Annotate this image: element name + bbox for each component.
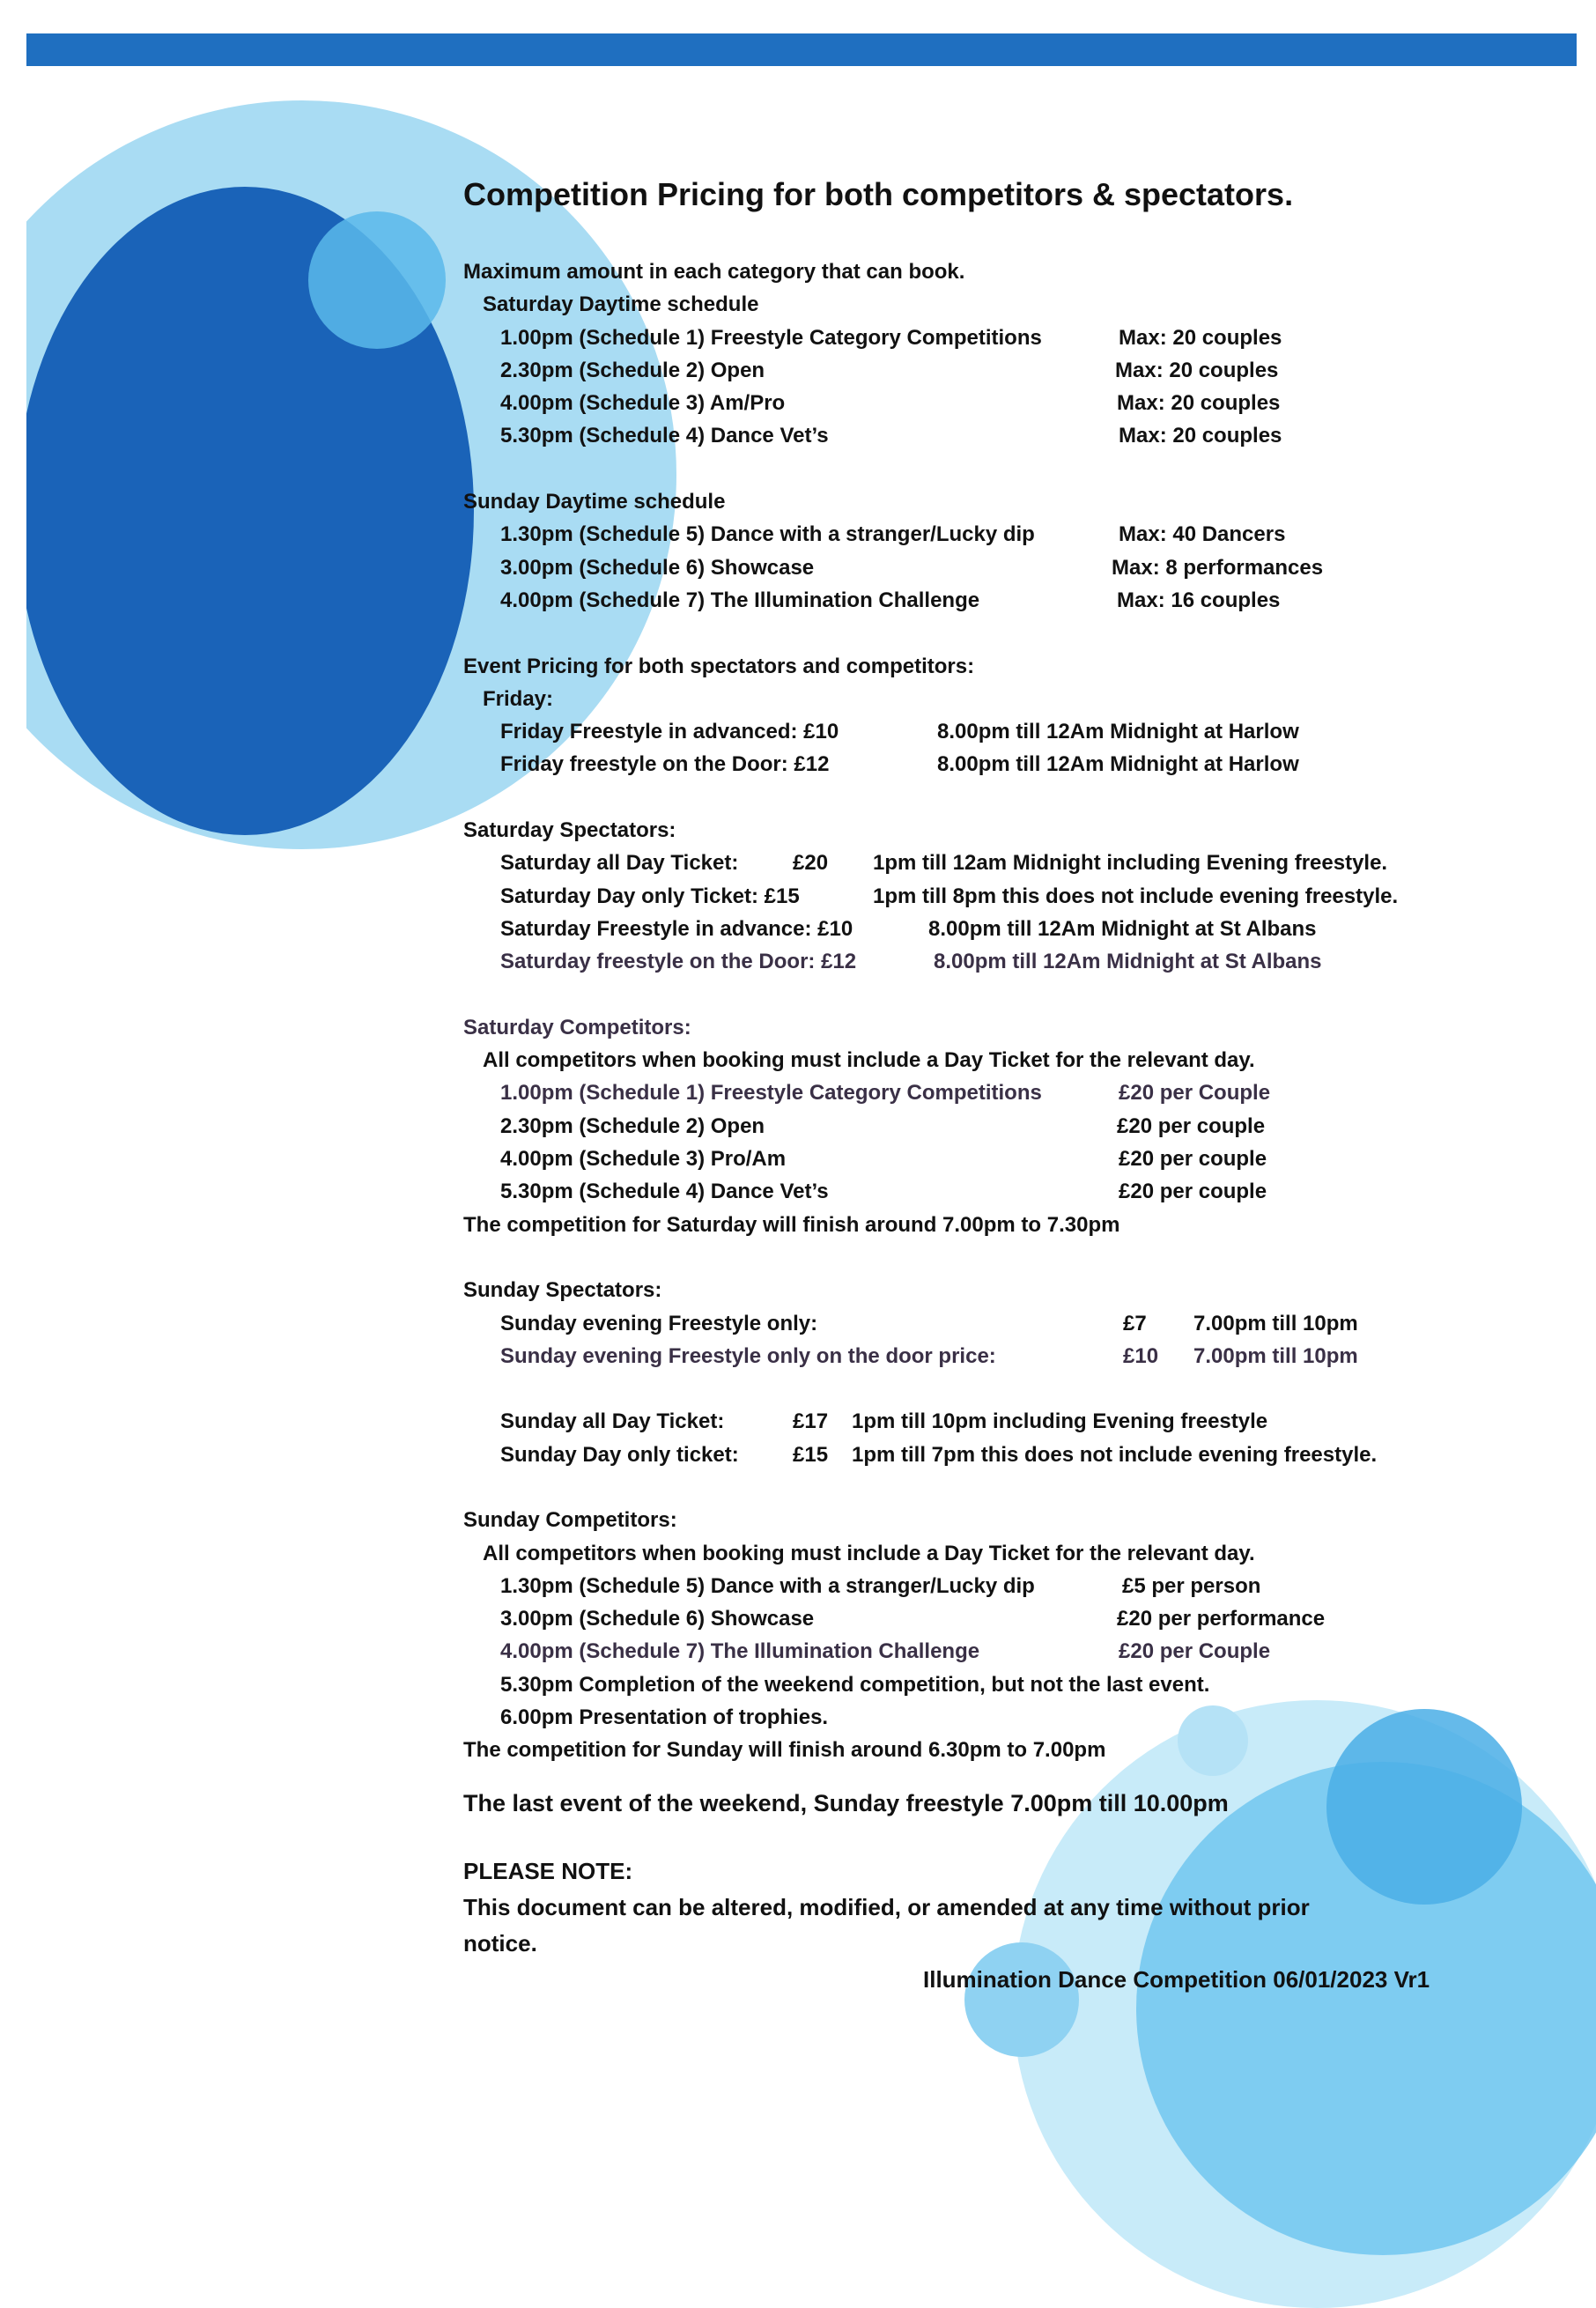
time-value: 1pm till 7pm this does not include evening freestyle. — [852, 1442, 1378, 1467]
item-label: Saturday freestyle on the Door: £12 — [500, 950, 857, 974]
friday-heading: Friday: — [483, 686, 554, 711]
disclaimer-line-1: This document can be altered, modified, or amended at any time without prior — [463, 1893, 1310, 1920]
item-label: 1.30pm (Schedule 5) Dance with a stranger/Lucky dip — [500, 522, 1035, 547]
sunday-schedule-heading: Sunday Daytime schedule — [463, 490, 726, 514]
price-value: £20 per Couple — [1119, 1081, 1271, 1106]
list-item — [463, 880, 1564, 913]
list-item — [463, 387, 1564, 419]
price-value: £15 — [793, 1442, 829, 1467]
time-value: 1pm till 8pm this does not include evening freestyle. — [873, 884, 1399, 908]
item-label: 1.00pm (Schedule 1) Freestyle Category Competitions — [500, 325, 1042, 350]
item-label: 5.30pm (Schedule 4) Dance Vet’s — [500, 1180, 829, 1204]
item-label: 3.00pm (Schedule 6) Showcase — [500, 555, 815, 580]
page-title: Competition Pricing for both competitors & spectators. — [463, 176, 1294, 212]
item-label: 4.00pm (Schedule 7) The Illumination Challenge — [500, 588, 980, 612]
list-item — [463, 715, 1564, 748]
max-value: Max: 20 couples — [1119, 325, 1282, 350]
max-value: Max: 16 couples — [1117, 588, 1281, 612]
list-item — [463, 354, 1564, 387]
time-value: 1pm till 12am Midnight including Evening freestyle. — [873, 851, 1388, 876]
completion-note: 5.30pm Completion of the weekend competition, but not the last event. — [500, 1672, 1210, 1697]
time-value: 8.00pm till 12Am Midnight at St Albans — [934, 950, 1322, 974]
list-item — [463, 1110, 1564, 1143]
list-item — [463, 1143, 1564, 1175]
list-item — [463, 584, 1564, 617]
max-value: Max: 8 performances — [1112, 555, 1324, 580]
saturday-spectators-heading: Saturday Spectators: — [463, 818, 676, 843]
item-label: 4.00pm (Schedule 3) Pro/Am — [500, 1147, 787, 1172]
item-label: 4.00pm (Schedule 7) The Illumination Challenge — [500, 1639, 980, 1664]
price-value: £20 per couple — [1119, 1180, 1267, 1204]
header-bar — [26, 33, 1577, 66]
item-label: Friday freestyle on the Door: £12 — [500, 752, 830, 777]
disclaimer-line-2: notice. — [463, 1929, 537, 1957]
price-value: £7 — [1123, 1311, 1147, 1335]
footer-signature: Illumination Dance Competition 06/01/2023 Vr1 — [923, 1965, 1430, 1993]
list-item — [463, 1175, 1564, 1208]
list-item — [463, 551, 1564, 584]
item-label: 4.00pm (Schedule 3) Am/Pro — [500, 391, 786, 416]
small-circle-decoration — [308, 211, 446, 349]
price-value: £10 — [1123, 1343, 1159, 1368]
price-value: £20 per couple — [1119, 1147, 1267, 1172]
item-label: Sunday evening Freestyle only on the door price: — [500, 1343, 996, 1368]
item-label: Sunday Day only ticket: — [500, 1442, 739, 1467]
time-value: 1pm till 10pm including Evening freestyle — [852, 1409, 1268, 1434]
time-value: 7.00pm till 10pm — [1193, 1343, 1358, 1368]
saturday-schedule-heading: Saturday Daytime schedule — [483, 292, 759, 317]
list-item — [463, 518, 1564, 551]
item-label: 3.00pm (Schedule 6) Showcase — [500, 1607, 815, 1631]
list-item — [463, 1076, 1564, 1109]
time-value: 8.00pm till 12Am Midnight at Harlow — [937, 752, 1299, 777]
list-item — [463, 1439, 1564, 1471]
max-heading: Maximum amount in each category that can book. — [463, 260, 965, 284]
list-item — [463, 1307, 1564, 1340]
price-value: £20 per Couple — [1119, 1639, 1271, 1664]
time-value: 8.00pm till 12Am Midnight at Harlow — [937, 720, 1299, 744]
price-value: £5 per person — [1122, 1573, 1261, 1598]
item-label: Saturday all Day Ticket: — [500, 851, 739, 876]
list-item — [463, 1570, 1564, 1602]
item-label: Sunday evening Freestyle only: — [500, 1311, 818, 1335]
list-item — [463, 1635, 1564, 1668]
list-item — [463, 913, 1564, 945]
item-label: 5.30pm (Schedule 4) Dance Vet’s — [500, 424, 829, 448]
list-item — [463, 419, 1564, 452]
max-value: Max: 20 couples — [1119, 424, 1282, 448]
max-value: Max: 20 couples — [1117, 391, 1281, 416]
item-label: 1.30pm (Schedule 5) Dance with a stranger/Lucky dip — [500, 1573, 1035, 1598]
price-value: £20 per performance — [1117, 1607, 1326, 1631]
time-value: 7.00pm till 10pm — [1193, 1311, 1358, 1335]
max-value: Max: 40 Dancers — [1119, 522, 1286, 547]
item-label: 2.30pm (Schedule 2) Open — [500, 358, 765, 382]
list-item — [463, 1602, 1564, 1635]
saturday-competitors-heading: Saturday Competitors: — [463, 1015, 691, 1039]
list-item — [463, 748, 1564, 780]
item-label: Sunday all Day Ticket: — [500, 1409, 725, 1434]
item-label: 1.00pm (Schedule 1) Freestyle Category Competitions — [500, 1081, 1042, 1106]
last-event-note: The last event of the weekend, Sunday freestyle 7.00pm till 10.00pm — [463, 1789, 1229, 1816]
sunday-spectators-heading: Sunday Spectators: — [463, 1278, 662, 1303]
list-item — [463, 1340, 1564, 1372]
competitors-note: All competitors when booking must include a Day Ticket for the relevant day. — [483, 1541, 1255, 1565]
pricing-content — [463, 255, 1564, 1998]
price-value: £20 — [793, 851, 829, 876]
time-value: 8.00pm till 12Am Midnight at St Albans — [928, 916, 1317, 941]
list-item — [463, 1405, 1564, 1438]
item-label: Saturday Freestyle in advance: £10 — [500, 916, 853, 941]
item-label: 2.30pm (Schedule 2) Open — [500, 1113, 765, 1138]
sunday-competitors-heading: Sunday Competitors: — [463, 1508, 677, 1533]
list-item — [463, 322, 1564, 354]
event-pricing-heading: Event Pricing for both spectators and competitors: — [463, 654, 975, 678]
saturday-finish-note: The competition for Saturday will finish around 7.00pm to 7.30pm — [463, 1212, 1120, 1237]
competitors-note: All competitors when booking must include a Day Ticket for the relevant day. — [483, 1048, 1255, 1073]
please-note-heading: PLEASE NOTE: — [463, 1857, 633, 1884]
list-item — [463, 847, 1564, 879]
sunday-finish-note: The competition for Sunday will finish around 6.30pm to 7.00pm — [463, 1738, 1106, 1763]
item-label: Saturday Day only Ticket: £15 — [500, 884, 800, 908]
trophies-note: 6.00pm Presentation of trophies. — [500, 1705, 829, 1730]
item-label: Friday Freestyle in advanced: £10 — [500, 720, 839, 744]
price-value: £17 — [793, 1409, 829, 1434]
price-value: £20 per couple — [1117, 1113, 1266, 1138]
max-value: Max: 20 couples — [1115, 358, 1279, 382]
list-item — [463, 945, 1564, 978]
